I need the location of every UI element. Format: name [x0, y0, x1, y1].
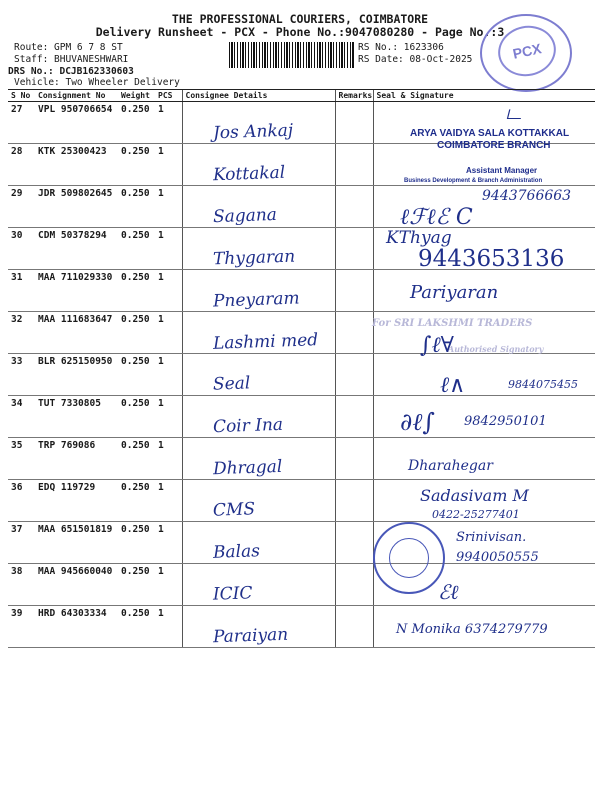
row-remarks	[335, 480, 373, 522]
consignee-handwriting: Thygaran	[212, 246, 295, 270]
signature-handwriting: KThyag	[386, 228, 452, 248]
row-weight: 0.250	[118, 438, 155, 480]
row-sno: 32	[8, 312, 35, 354]
signature-scribble: ℓ∧	[440, 373, 466, 398]
row-sno: 27	[8, 102, 35, 144]
consignee-handwriting: Jos Ankaj	[212, 120, 293, 144]
consignee-handwriting: Coir Ina	[212, 414, 283, 438]
pcx-stamp	[480, 14, 572, 92]
row-remarks	[335, 564, 373, 606]
company-title: THE PROFESSIONAL COURIERS, COIMBATORE	[171, 12, 429, 26]
row-pcs: 1	[155, 144, 182, 186]
row-pcs: 1	[155, 480, 182, 522]
row-consignment: TRP 769086	[35, 438, 118, 480]
row-weight: 0.250	[118, 606, 155, 648]
row-consignment: MAA 711029330	[35, 270, 118, 312]
row-remarks	[335, 312, 373, 354]
icici-round-stamp	[373, 522, 445, 594]
signature-handwriting: Srinivisan.	[456, 530, 527, 545]
table-row	[8, 564, 595, 606]
table-row	[8, 270, 595, 312]
col-remarks: Remarks	[335, 90, 373, 102]
row-pcs: 1	[155, 564, 182, 606]
row-sno: 37	[8, 522, 35, 564]
signature-scribble: ∫ℓ∀	[420, 333, 454, 358]
stamp-arya-vaidya-sala: ARYA VAIDYA SALA KOTTAKKAL	[410, 128, 570, 139]
row-consignment: CDM 50378294	[35, 228, 118, 270]
row-sno: 35	[8, 438, 35, 480]
row-consignment: MAA 111683647	[35, 312, 118, 354]
consignee-handwriting: Sagana	[212, 204, 277, 228]
row-remarks	[335, 396, 373, 438]
signature-scribble: ℓℱℓℰ C	[400, 205, 473, 230]
row-consignment: MAA 651501819	[35, 522, 118, 564]
row-remarks	[335, 102, 373, 144]
consignee-handwriting: Seal	[212, 373, 251, 395]
row-pcs: 1	[155, 270, 182, 312]
row-pcs: 1	[155, 354, 182, 396]
consignee-handwriting: Kottakal	[212, 162, 285, 186]
row-pcs: 1	[155, 102, 182, 144]
signature-handwriting: N Monika 6374279779	[396, 622, 548, 637]
row-sno: 28	[8, 144, 35, 186]
stamp-inner-ring	[389, 538, 429, 578]
consignee-handwriting: ICIC	[212, 583, 253, 605]
signature-scribble: ∂ℓ∫	[400, 408, 435, 436]
staff-label: Staff: BHUVANESHWARI	[14, 54, 129, 65]
row-consignment: MAA 945660040	[35, 564, 118, 606]
phone-handwriting: 9443766663	[482, 188, 572, 204]
stamp-assistant-manager: Assistant Manager	[466, 166, 538, 175]
row-remarks	[335, 354, 373, 396]
row-sno: 29	[8, 186, 35, 228]
col-consignment: Consignment No	[35, 90, 118, 102]
pcx-stamp-label: PCX	[493, 21, 560, 82]
rs-date: RS Date: 08-Oct-2025	[358, 54, 473, 65]
row-weight: 0.250	[118, 354, 155, 396]
phone-handwriting: 9443653136	[418, 246, 565, 272]
row-consignment: HRD 64303334	[35, 606, 118, 648]
row-consignment: KTK 25300423	[35, 144, 118, 186]
row-consignment: TUT 7330805	[35, 396, 118, 438]
col-signature: Seal & Signature	[373, 90, 595, 102]
row-pcs: 1	[155, 228, 182, 270]
runsheet-subtitle: Delivery Runsheet - PCX - Phone No.:9047080280 - Page No.:3	[95, 25, 505, 39]
row-weight: 0.250	[118, 396, 155, 438]
row-sno: 38	[8, 564, 35, 606]
vehicle-label: Vehicle: Two Wheeler Delivery	[14, 77, 180, 88]
row-sno: 36	[8, 480, 35, 522]
barcode	[229, 42, 354, 68]
row-consignment: JDR 509802645	[35, 186, 118, 228]
row-sno: 30	[8, 228, 35, 270]
table-row	[8, 354, 595, 396]
row-remarks	[335, 522, 373, 564]
phone-handwriting: 9844075455	[508, 378, 578, 391]
col-consignee: Consignee Details	[182, 90, 335, 102]
consignee-handwriting: Paraiyan	[212, 624, 289, 648]
signature-handwriting: Pariyaran	[410, 282, 499, 303]
consignee-handwriting: Balas	[212, 541, 260, 563]
consignee-handwriting: Pneyaram	[212, 288, 300, 312]
phone-handwriting: 9842950101	[464, 414, 547, 429]
row-sno: 39	[8, 606, 35, 648]
row-sno: 34	[8, 396, 35, 438]
row-consignment: EDQ 119729	[35, 480, 118, 522]
stamp-authorised-signatory: Authorised Signatory	[448, 344, 544, 354]
row-remarks	[335, 270, 373, 312]
row-weight: 0.250	[118, 228, 155, 270]
row-weight: 0.250	[118, 144, 155, 186]
stamp-lakshmi-traders: For SRI LAKSHMI TRADERS	[372, 318, 533, 329]
row-weight: 0.250	[118, 312, 155, 354]
stamp-business-development: Business Development & Branch Administration	[404, 178, 543, 184]
signature-handwriting: Sadasivam M	[420, 486, 529, 505]
signature-scribble: ட	[505, 100, 521, 124]
consignee-handwriting: Dhragal	[212, 456, 283, 480]
row-pcs: 1	[155, 186, 182, 228]
row-pcs: 1	[155, 606, 182, 648]
signature-scribble: ℰℓ	[438, 580, 459, 604]
consignee-handwriting: Lashmi med	[212, 330, 318, 354]
consignee-handwriting: CMS	[212, 499, 255, 521]
table-row	[8, 438, 595, 480]
row-weight: 0.250	[118, 522, 155, 564]
row-consignment: VPL 950706654	[35, 102, 118, 144]
row-weight: 0.250	[118, 270, 155, 312]
route-label: Route: GPM 6 7 8 ST	[14, 42, 123, 53]
row-remarks	[335, 186, 373, 228]
signature-handwriting: Dharahegar	[408, 458, 493, 474]
col-pcs: PCS	[155, 90, 182, 102]
stamp-coimbatore-branch: COIMBATORE BRANCH	[437, 140, 551, 151]
row-pcs: 1	[155, 522, 182, 564]
row-pcs: 1	[155, 396, 182, 438]
row-remarks	[335, 606, 373, 648]
rs-number: RS No.: 1623306	[358, 42, 444, 53]
row-weight: 0.250	[118, 186, 155, 228]
row-weight: 0.250	[118, 102, 155, 144]
row-weight: 0.250	[118, 480, 155, 522]
drs-number: DRS No.: DCJB162330603	[8, 66, 134, 77]
row-sno: 33	[8, 354, 35, 396]
row-weight: 0.250	[118, 564, 155, 606]
phone-handwriting: 0422-25277401	[432, 508, 520, 521]
row-sno: 31	[8, 270, 35, 312]
row-consignment: BLR 625150950	[35, 354, 118, 396]
col-weight: Weight	[118, 90, 155, 102]
phone-handwriting: 9940050555	[456, 550, 539, 565]
row-pcs: 1	[155, 438, 182, 480]
row-remarks	[335, 438, 373, 480]
row-remarks	[335, 228, 373, 270]
row-remarks	[335, 144, 373, 186]
col-sno: S No	[8, 90, 35, 102]
row-pcs: 1	[155, 312, 182, 354]
